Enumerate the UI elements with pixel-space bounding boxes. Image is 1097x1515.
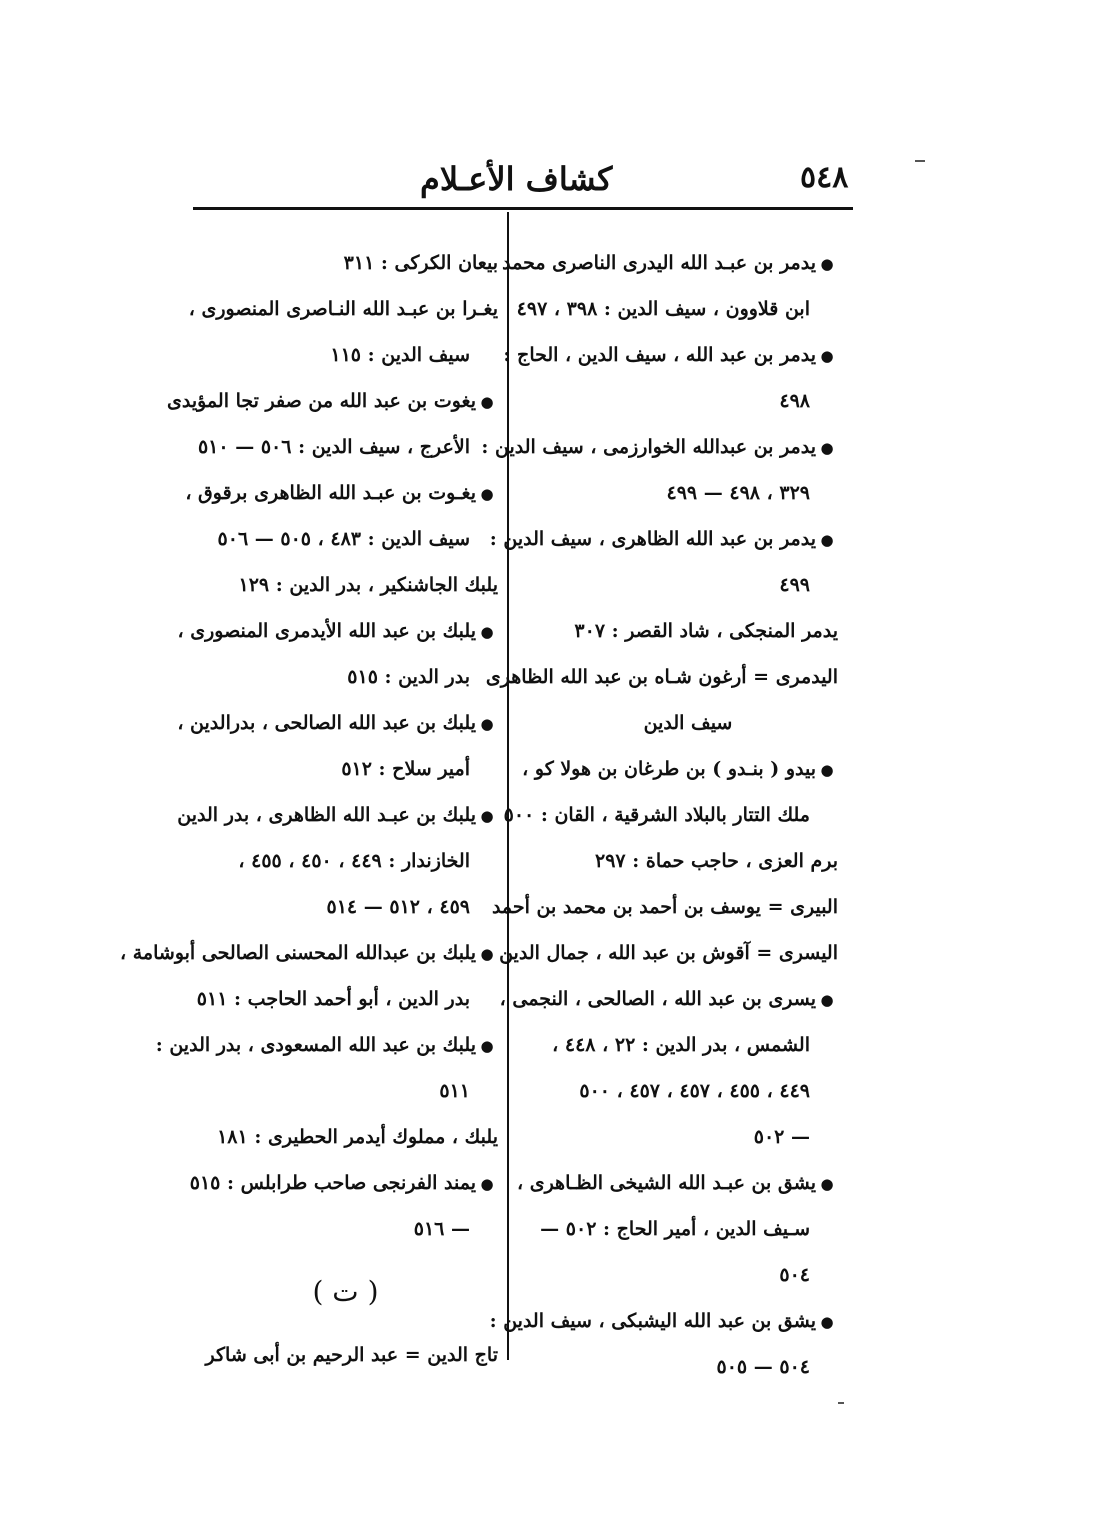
index-entry xyxy=(185,470,498,516)
bullet-icon: ● xyxy=(480,393,494,411)
bullet-icon: ● xyxy=(820,531,834,549)
entry-text: سيف الدين xyxy=(643,712,733,734)
entry-text: سيف الدين : ١١٥ xyxy=(330,344,470,366)
entry-text: بيدو ( بنـدو ) بن طرغان بن هولا كو ، xyxy=(522,758,816,780)
index-entry xyxy=(155,1022,498,1068)
index-line xyxy=(188,286,498,332)
index-line xyxy=(538,1206,838,1252)
scan-mark xyxy=(838,1402,844,1404)
entry-text: بيعان الكركى : ٣١١ xyxy=(343,252,498,274)
entry-text: البيرى = يوسف بن أحمد بن محمد بن أحمد xyxy=(491,896,838,918)
entry-text: اليدمرى = أرغون شـاه بن عبد الله الظاهرى xyxy=(485,666,838,688)
bullet-icon: ● xyxy=(820,1313,834,1331)
entry-text: يدمر بن عبد الله ، سيف الدين ، الحاج : xyxy=(503,344,816,366)
entry-text: ٥٠٤ xyxy=(779,1264,810,1286)
entry-text: ملك التتار بالبلاد الشرقية ، القان : ٥٠٠ xyxy=(503,804,810,826)
index-line xyxy=(193,746,498,792)
index-entry xyxy=(481,424,838,470)
index-line xyxy=(193,240,498,286)
left-column xyxy=(120,240,498,1378)
header-rule xyxy=(193,207,853,210)
entry-text: يلبك بن عبدالله المحسنى الصالحى أبوشامة ، xyxy=(120,942,476,964)
entry-text: برم العزى ، حاجب حماة : ٢٩٧ xyxy=(595,850,838,872)
entry-text: يغـرا بن عبـد الله النـاصرى المنصورى ، xyxy=(188,298,498,320)
bullet-icon: ● xyxy=(820,991,834,1009)
entry-text: يدمر بن عبـد الله اليدرى الناصرى محمد xyxy=(502,252,816,274)
entry-text: بدر الدين : ٥١٥ xyxy=(347,666,470,688)
bullet-icon: ● xyxy=(480,485,494,503)
page-number: ٥٤٨ xyxy=(800,160,849,195)
entry-text: الأعرج ، سيف الدين : ٥٠٦ — ٥١٠ xyxy=(197,436,470,458)
entry-text: يلبك ، مملوك أيدمر الحطيرى : ١٨١ xyxy=(217,1126,498,1148)
index-line xyxy=(193,1068,498,1114)
index-line xyxy=(538,1022,838,1068)
index-line xyxy=(538,1252,838,1298)
entry-text: ٤٤٩ ، ٤٥٥ ، ٤٥٧ ، ٤٥٧ ، ٥٠٠ xyxy=(579,1080,810,1102)
entry-text: يلبك بن عبد الله الأيدمرى المنصورى ، xyxy=(177,620,476,642)
index-line xyxy=(193,516,498,562)
bullet-icon: ● xyxy=(480,1175,494,1193)
entry-text: يدمر بن عبدالله الخوارزمى ، سيف الدين : xyxy=(481,436,816,458)
entry-text: — ٥١٦ xyxy=(413,1218,470,1240)
entry-text: يسرى بن عبد الله ، الصالحى ، النجمى ، xyxy=(499,988,816,1010)
index-line xyxy=(193,332,498,378)
entry-text: يشق بن عبـد الله الشيخى الظـاهرى ، xyxy=(516,1172,816,1194)
section-heading: ( ت ) xyxy=(312,1275,379,1308)
bullet-icon: ● xyxy=(820,761,834,779)
index-entry xyxy=(499,976,838,1022)
index-entry xyxy=(502,240,838,286)
entry-text: يلبك الجاشنكير ، بدر الدين : ١٢٩ xyxy=(238,574,498,596)
entry-text: ٤٩٨ xyxy=(779,390,810,412)
entry-text: الخازندار : ٤٤٩ ، ٤٥٠ ، ٤٥٥ ، xyxy=(238,850,470,872)
entry-text: ٥١١ xyxy=(439,1080,470,1102)
entry-text: يمند الفرنجى صاحب طرابلس : ٥١٥ xyxy=(189,1172,476,1194)
entry-text: يلبك بن عبـد الله الظاهرى ، بدر الدين xyxy=(177,804,476,826)
index-line xyxy=(538,1068,838,1114)
entry-text: يدمر المنجكى ، شاد القصر : ٣٠٧ xyxy=(574,620,838,642)
column-divider xyxy=(507,212,509,1360)
index-line xyxy=(499,930,838,976)
entry-text: سـيف الدين ، أمير الحاج : ٥٠٢ — xyxy=(540,1218,810,1240)
entry-text: يدمر بن عبد الله الظاهرى ، سيف الدين : xyxy=(489,528,816,550)
entry-text: اليسرى = آقوش بن عبد الله ، جمال الدين xyxy=(499,942,838,964)
index-entry xyxy=(189,1160,498,1206)
entry-text: سيف الدين : ٤٨٣ ، ٥٠٥ — ٥٠٦ xyxy=(217,528,470,550)
index-entry xyxy=(177,608,498,654)
index-line xyxy=(193,562,498,608)
index-entry xyxy=(166,378,498,424)
index-line xyxy=(538,562,838,608)
entry-text: ٤٥٩ ، ٥١٢ — ٥١٤ xyxy=(326,896,470,918)
bullet-icon: ● xyxy=(480,1037,494,1055)
bullet-icon: ● xyxy=(820,347,834,365)
entry-text: ابن قلاوون ، سيف الدين : ٣٩٨ ، ٤٩٧ xyxy=(516,298,810,320)
index-entry xyxy=(516,1160,838,1206)
bullet-icon: ● xyxy=(480,623,494,641)
index-entry xyxy=(489,1298,838,1344)
entry-text: يغوت بن عبد الله من صفر تجا المؤيدى xyxy=(166,390,476,412)
index-line xyxy=(538,608,838,654)
entry-text: يشق بن عبد الله اليشبكى ، سيف الدين : xyxy=(489,1310,816,1332)
entry-text: — ٥٠٢ xyxy=(753,1126,810,1148)
index-entry xyxy=(120,930,498,976)
index-line xyxy=(538,378,838,424)
index-line xyxy=(193,424,498,470)
index-line xyxy=(538,700,838,746)
entry-text: الشمس ، بدر الدين : ٢٢ ، ٤٤٨ ، xyxy=(552,1034,810,1056)
index-line xyxy=(193,1114,498,1160)
entry-text: بدر الدين ، أبو أحمد الحاجب : ٥١١ xyxy=(196,988,470,1010)
bullet-icon: ● xyxy=(480,715,494,733)
entry-text: يغـوت بن عبـد الله الظاهرى برقوق ، xyxy=(185,482,476,504)
bullet-icon: ● xyxy=(480,945,494,963)
index-entry xyxy=(489,516,838,562)
index-line xyxy=(516,286,838,332)
index-line xyxy=(193,976,498,1022)
index-line xyxy=(193,1332,498,1378)
index-line xyxy=(193,884,498,930)
index-line xyxy=(193,838,498,884)
page-title: كشاف الأعـلام xyxy=(420,160,613,198)
index-line xyxy=(193,654,498,700)
index-line xyxy=(538,1114,838,1160)
index-entry xyxy=(177,700,498,746)
entry-text: ٣٢٩ ، ٤٩٨ — ٤٩٩ xyxy=(666,482,810,504)
entry-text: يلبك بن عبد الله المسعودى ، بدر الدين : xyxy=(155,1034,476,1056)
scan-mark xyxy=(915,160,925,162)
bullet-icon: ● xyxy=(820,1175,834,1193)
entry-text: ٤٩٩ xyxy=(779,574,810,596)
entry-text: تاج الدين = عبد الرحيم بن أبى شاكر xyxy=(205,1344,498,1366)
index-line xyxy=(193,1206,498,1252)
entry-text: يلبك بن عبد الله الصالحى ، بدرالدين ، xyxy=(177,712,476,734)
index-line xyxy=(538,838,838,884)
index-entry xyxy=(503,332,838,378)
index-entry xyxy=(177,792,498,838)
bullet-icon: ● xyxy=(480,807,494,825)
index-line xyxy=(485,654,838,700)
index-line xyxy=(491,884,838,930)
index-line xyxy=(538,1344,838,1390)
index-line xyxy=(503,792,838,838)
entry-text: ٥٠٤ — ٥٠٥ xyxy=(716,1356,810,1378)
index-line xyxy=(538,470,838,516)
right-column xyxy=(481,240,838,1390)
bullet-icon: ● xyxy=(820,439,834,457)
bullet-icon: ● xyxy=(820,255,834,273)
index-entry xyxy=(522,746,838,792)
entry-text: أمير سلاح : ٥١٢ xyxy=(341,758,470,780)
